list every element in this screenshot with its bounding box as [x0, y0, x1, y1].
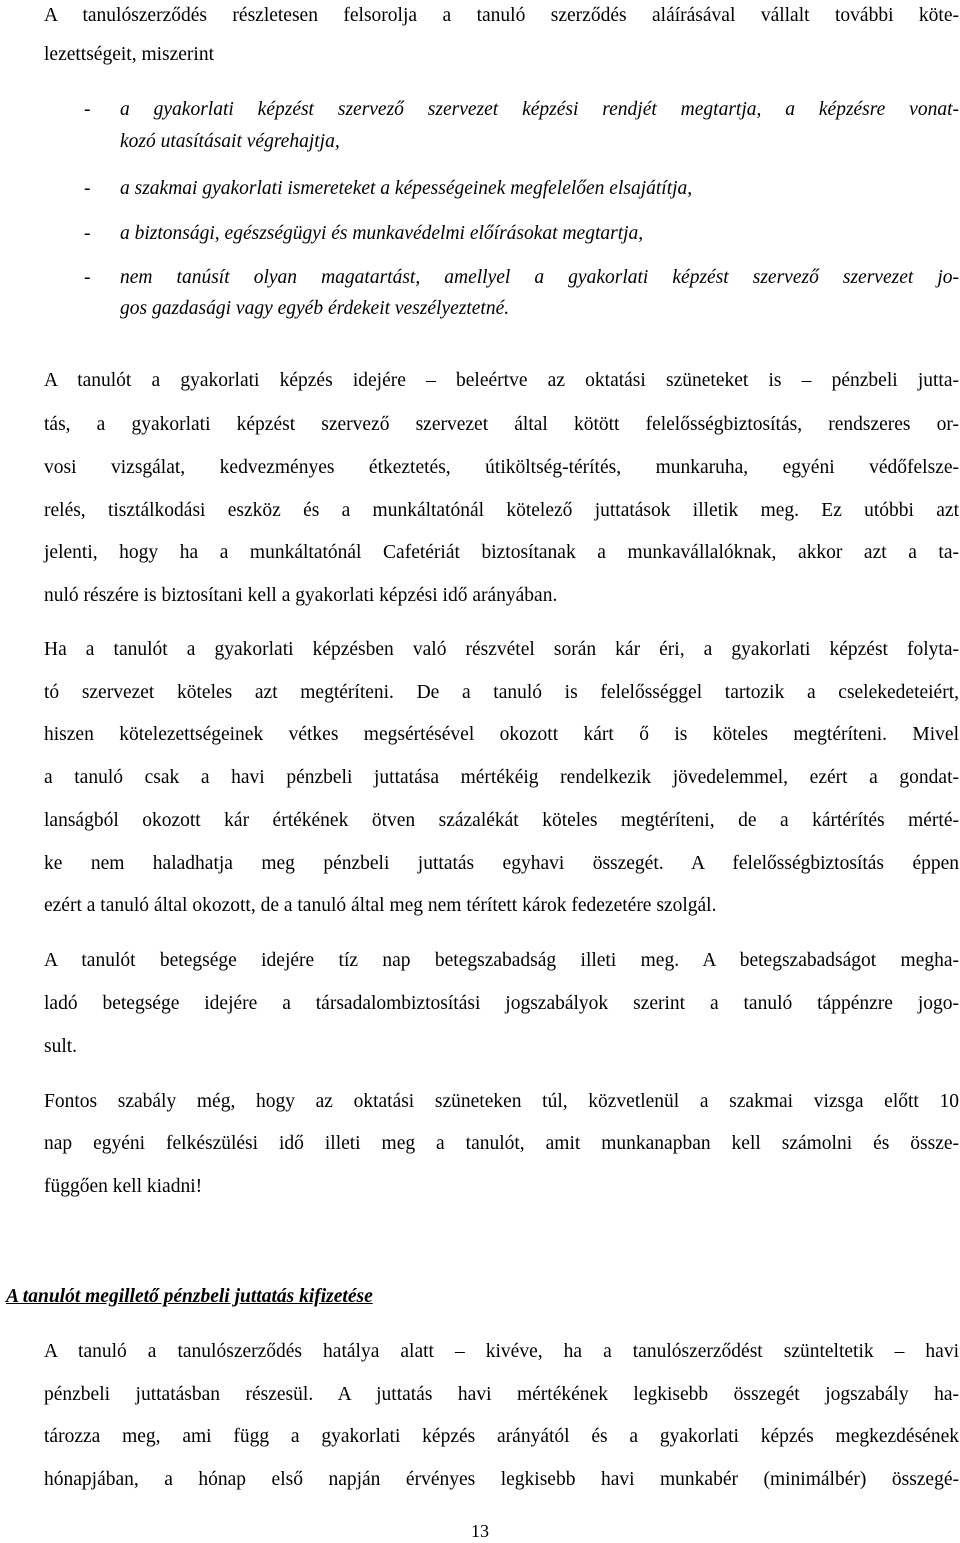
paragraph-2-line-4: a tanuló csak a havi pénzbeli juttatása mértékéig rendelkezik jövedelemmel, ezért a gondat-	[44, 767, 959, 788]
paragraph-1-line-5: jelenti, hogy ha a munkáltatónál Cafetériát biztosítanak a munkavállalóknak, akkor azt a ta-	[44, 542, 959, 563]
paragraph-1-line-6: nuló részére is biztosítani kell a gyakorlati képzési idő arányában.	[44, 585, 558, 606]
paragraph-2-line-1: Ha a tanulót a gyakorlati képzésben való részvétel során kár éri, a gyakorlati képzést folyta-	[44, 639, 959, 660]
final-paragraph-line-3: tározza meg, ami függ a gyakorlati képzés arányától és a gyakorlati képzés megkezdésének	[44, 1426, 959, 1447]
paragraph-1-line-1: A tanulót a gyakorlati képzés idejére – beleértve az oktatási szüneteket is – pénzbeli jutta-	[44, 370, 959, 391]
list-item-2-line-1: a szakmai gyakorlati ismereteket a képességeinek megfelelően elsajátítja,	[120, 178, 693, 199]
paragraph-2-line-7: ezért a tanuló által okozott, de a tanuló által meg nem térített károk fedezetére szolgál.	[44, 895, 717, 916]
paragraph-1-line-3: vosi vizsgálat, kedvezményes étkeztetés, útiköltség-térítés, munkaruha, egyéni védőfelsze-	[44, 457, 959, 478]
paragraph-4-line-2: nap egyéni felkészülési idő illeti meg a tanulót, amit munkanapban kell számolni és össze-	[44, 1133, 959, 1154]
list-item-4-line-1: nem tanúsít olyan magatartást, amellyel a gyakorlati képzést szervező szervezet jo-	[120, 267, 959, 288]
paragraph-2-line-2: tó szervezet köteles azt megtéríteni. De a tanuló is felelősséggel tartozik a cselekedeteiért,	[44, 682, 959, 703]
paragraph-1-line-2: tás, a gyakorlati képzést szervező szervezet által kötött felelősségbiztosítás, rendszeres or-	[44, 414, 959, 435]
paragraph-2-line-6: ke nem haladhatja meg pénzbeli juttatás egyhavi összegét. A felelősségbiztosítás éppen	[44, 853, 959, 874]
paragraph-3-line-1: A tanulót betegsége idejére tíz nap betegszabadság illeti meg. A betegszabadságot megha-	[44, 950, 959, 971]
final-paragraph-line-4: hónapjában, a hónap első napján érvényes legkisebb havi munkabér (minimálbér) összegé-	[44, 1469, 959, 1490]
list-bullet-1: -	[84, 99, 91, 120]
final-paragraph-line-1: A tanuló a tanulószerződés hatálya alatt – kivéve, ha a tanulószerződést szünteltetik – havi	[44, 1341, 959, 1362]
paragraph-3-line-2: ladó betegsége idejére a társadalombiztosítási jogszabályok szerint a tanuló táppénzre jogo-	[44, 993, 959, 1014]
paragraph-3-line-3: sult.	[44, 1036, 78, 1057]
list-item-3-line-1: a biztonsági, egészségügyi és munkavédelmi előírásokat megtartja,	[120, 223, 644, 244]
section-heading: A tanulót megillető pénzbeli juttatás kifizetése	[6, 1286, 373, 1307]
paragraph-2-line-3: hiszen kötelezettségeinek vétkes megsértésével okozott kárt ő is köteles megtéríteni. Mivel	[44, 724, 959, 745]
final-paragraph-line-2: pénzbeli juttatásban részesül. A juttatás havi mértékének legkisebb összegét jogszabály ha-	[44, 1384, 959, 1405]
paragraph-2-line-5: lanságból okozott kár értékének ötven százalékát köteles megtéríteni, de a kártérítés mérté-	[44, 810, 959, 831]
list-bullet-3: -	[84, 223, 91, 244]
page-number: 13	[471, 1521, 489, 1541]
list-item-1-line-1: a gyakorlati képzést szervező szervezet képzési rendjét megtartja, a képzésre vonat-	[120, 99, 959, 120]
list-item-4-line-2: gos gazdasági vagy egyéb érdekeit veszélyeztetné.	[120, 298, 510, 319]
paragraph-1-line-4: relés, tisztálkodási eszköz és a munkáltatónál kötelező juttatások illetik meg. Ez utóbbi azt	[44, 500, 959, 521]
paragraph-4-line-1: Fontos szabály még, hogy az oktatási szüneteken túl, közvetlenül a szakmai vizsga előtt 10	[44, 1091, 959, 1112]
paragraph-4-line-3: függően kell kiadni!	[44, 1176, 203, 1197]
list-bullet-2: -	[84, 178, 91, 199]
intro-line-2: lezettségeit, miszerint	[44, 44, 215, 65]
list-bullet-4: -	[84, 267, 91, 288]
intro-line-1: A tanulószerződés részletesen felsorolja a tanuló szerződés aláírásával vállalt további köte-	[44, 5, 959, 26]
list-item-1-line-2: kozó utasításait végrehajtja,	[120, 131, 340, 152]
